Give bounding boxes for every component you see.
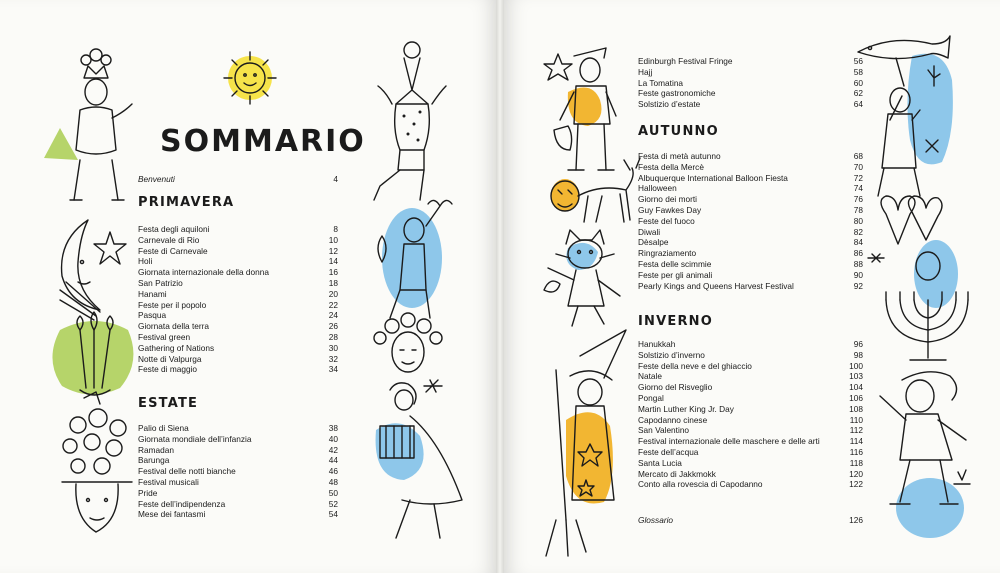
- toc-entry[interactable]: [638, 425, 863, 436]
- toc-entry-label: Holi: [138, 256, 153, 267]
- toc-entry[interactable]: [138, 477, 338, 488]
- toc-entry[interactable]: [138, 321, 338, 332]
- toc-entry-page: 26: [328, 321, 338, 332]
- toc-entry-label: Festa degli aquiloni: [138, 224, 210, 234]
- toc-entry-label: Giornata internazionale della donna: [138, 267, 270, 278]
- toc-entry-page: 68: [853, 151, 863, 161]
- toc-entry-page: 8: [333, 224, 338, 234]
- toc-entry-label: Festival delle notti bianche: [138, 466, 236, 477]
- toc-entry[interactable]: [638, 162, 863, 173]
- toc-entry-page: 104: [849, 382, 863, 393]
- toc-entry-page: 103: [849, 371, 863, 382]
- toc-entry[interactable]: [138, 499, 338, 510]
- toc-entry[interactable]: [638, 479, 863, 490]
- toc-entry[interactable]: [638, 447, 863, 458]
- toc-list-estate-continued: [638, 56, 863, 110]
- toc-entry-label: Edinburgh Festival Fringe: [638, 56, 733, 66]
- toc-entry-label: Ramadan: [138, 444, 174, 455]
- toc-entry-page: 34: [328, 364, 338, 375]
- toc-entry[interactable]: [638, 227, 863, 238]
- toc-entry-page: 98: [853, 349, 863, 360]
- toc-entry-label: Halloween: [638, 183, 677, 194]
- toc-entry-page: 110: [849, 414, 863, 425]
- toc-entry-label: Albuquerque International Balloon Fiesta: [638, 172, 788, 183]
- toc-entry[interactable]: [138, 354, 338, 365]
- toc-entry-page: 84: [853, 237, 863, 248]
- toc-entry-page: 18: [328, 277, 338, 288]
- toc-entry-page: 42: [328, 444, 338, 455]
- toc-entry-page: 44: [328, 455, 338, 466]
- glossary-label: Glossario: [638, 515, 674, 525]
- toc-entry-label: Diwali: [638, 226, 661, 237]
- glossary-page: 126: [849, 515, 863, 525]
- toc-entry-page: 72: [853, 172, 863, 183]
- toc-entry-label: Pearly Kings and Queens Harvest Festival: [638, 280, 794, 291]
- toc-entry-label: Santa Lucia: [638, 457, 682, 468]
- toc-entry-page: 90: [853, 269, 863, 280]
- toc-entry-label: Dèsalpe: [638, 237, 669, 248]
- toc-entry-page: 76: [853, 194, 863, 205]
- toc-list-inverno: [638, 339, 863, 490]
- toc-entry-page: 78: [853, 204, 863, 215]
- toc-entry[interactable]: [138, 364, 338, 375]
- toc-entry-page: 70: [853, 161, 863, 172]
- toc-entry[interactable]: [638, 259, 863, 270]
- toc-entry-label: Feste della neve e del ghiaccio: [638, 360, 752, 371]
- toc-entry-page: 20: [328, 288, 338, 299]
- toc-entry-label: Palio di Siena: [138, 423, 189, 433]
- toc-list-primavera: [138, 224, 338, 375]
- toc-entry[interactable]: [638, 371, 863, 382]
- toc-entry-page: 88: [853, 258, 863, 269]
- toc-entry-page: 24: [328, 310, 338, 321]
- toc-entry-page: 116: [849, 446, 863, 457]
- toc-entry-page: 52: [328, 498, 338, 509]
- toc-entry[interactable]: [638, 205, 863, 216]
- toc-entry[interactable]: [638, 67, 863, 78]
- toc-entry-page: 48: [328, 476, 338, 487]
- toc-entry[interactable]: [138, 332, 338, 343]
- toc-entry[interactable]: [638, 361, 863, 372]
- toc-entry[interactable]: [138, 289, 338, 300]
- toc-entry[interactable]: [138, 267, 338, 278]
- toc-entry[interactable]: [638, 339, 863, 350]
- toc-entry-label: Hanami: [138, 288, 167, 299]
- toc-entry-label: San Valentino: [638, 425, 690, 436]
- toc-entry-page: 86: [853, 248, 863, 259]
- toc-entry[interactable]: [638, 56, 863, 67]
- toc-entry-label: Festival musicali: [138, 476, 199, 487]
- toc-entry[interactable]: [638, 151, 863, 162]
- toc-entry[interactable]: [638, 382, 863, 393]
- toc-entry-page: 50: [328, 487, 338, 498]
- toc-entry-label: Ringraziamento: [638, 248, 697, 259]
- toc-entry[interactable]: [138, 423, 338, 434]
- toc-entry-page: 28: [328, 331, 338, 342]
- page-title: SOMMARIO: [160, 124, 366, 159]
- glossary-entry[interactable]: [638, 515, 863, 526]
- toc-entry-page: 46: [328, 466, 338, 477]
- toc-entry-label: Natale: [638, 371, 662, 382]
- toc-entry[interactable]: [638, 415, 863, 426]
- intro-page: 4: [333, 174, 338, 184]
- toc-entry[interactable]: [138, 235, 338, 246]
- toc-entry[interactable]: [638, 78, 863, 89]
- toc-entry[interactable]: [638, 216, 863, 227]
- toc-entry[interactable]: [638, 88, 863, 99]
- toc-entry-label: Pongal: [638, 392, 664, 403]
- toc-entry-label: La Tomatina: [638, 77, 684, 88]
- toc-entry-page: 60: [853, 77, 863, 88]
- toc-entry-page: 112: [849, 425, 863, 436]
- toc-entry-page: 74: [853, 183, 863, 194]
- toc-entry-label: Giorno dei morti: [638, 194, 698, 205]
- toc-entry-page: 58: [853, 66, 863, 77]
- section-heading-inverno: INVERNO: [638, 314, 713, 329]
- toc-entry-page: 80: [853, 215, 863, 226]
- toc-entry-label: Feste di maggio: [138, 364, 198, 375]
- toc-entry[interactable]: [138, 310, 338, 321]
- toc-entry-label: Festa di metà autunno: [638, 151, 721, 161]
- toc-entry[interactable]: [138, 445, 338, 456]
- toc-entry-page: 118: [849, 457, 863, 468]
- toc-entry-label: Feste di Carnevale: [138, 245, 208, 256]
- toc-entry-label: Conto alla rovescia di Capodanno: [638, 479, 763, 490]
- toc-entry[interactable]: [638, 393, 863, 404]
- toc-list-estate: [138, 423, 338, 520]
- toc-entry-page: 106: [849, 392, 863, 403]
- toc-entry-label: Solstizio d’estate: [638, 99, 701, 110]
- toc-entry[interactable]: [638, 237, 863, 248]
- toc-entry-label: Barunga: [138, 455, 170, 466]
- toc-entry-label: Festival internazionale delle maschere e delle arti: [638, 436, 820, 447]
- toc-entry-label: Carnevale di Rio: [138, 234, 200, 245]
- book-gutter: [496, 0, 504, 573]
- toc-entry-page: 10: [328, 234, 338, 245]
- toc-entry-page: 100: [849, 360, 863, 371]
- toc-entry[interactable]: [638, 458, 863, 469]
- toc-entry-page: 38: [328, 423, 338, 433]
- toc-entry-label: Mercato di Jakkmokk: [638, 468, 716, 479]
- toc-entry-label: Feste dell’indipendenza: [138, 498, 226, 509]
- toc-entry-label: Feste per il popolo: [138, 299, 207, 310]
- toc-entry[interactable]: [138, 434, 338, 445]
- toc-entry[interactable]: [638, 173, 863, 184]
- toc-entry-page: 108: [849, 403, 863, 414]
- toc-entry-label: Guy Fawkes Day: [638, 204, 702, 215]
- toc-entry-page: 120: [849, 468, 863, 479]
- intro-label: Benvenuti: [138, 174, 175, 184]
- toc-entry-label: Gathering of Nations: [138, 342, 215, 353]
- toc-entry-page: 30: [328, 342, 338, 353]
- section-heading-estate: ESTATE: [138, 396, 199, 411]
- toc-entry[interactable]: [638, 248, 863, 259]
- toc-entry-label: San Patrizio: [138, 277, 183, 288]
- toc-entry-label: Pride: [138, 487, 158, 498]
- toc-entry[interactable]: [638, 436, 863, 447]
- toc-entry-label: Giorno del Risveglio: [638, 382, 713, 393]
- toc-entry-label: Martin Luther King Jr. Day: [638, 403, 734, 414]
- toc-entry[interactable]: [138, 466, 338, 477]
- section-heading-primavera: PRIMAVERA: [138, 195, 235, 210]
- toc-entry-label: Pasqua: [138, 310, 167, 321]
- toc-entry[interactable]: [138, 300, 338, 311]
- toc-entry[interactable]: [138, 343, 338, 354]
- toc-entry[interactable]: [138, 278, 338, 289]
- toc-entry-label: Giornata mondiale dell’infanzia: [138, 433, 252, 444]
- toc-entry-page: 82: [853, 226, 863, 237]
- toc-entry[interactable]: [138, 224, 338, 235]
- section-heading-autunno: AUTUNNO: [638, 124, 719, 139]
- toc-entry-page: 114: [849, 436, 863, 447]
- toc-entry-page: 16: [328, 267, 338, 278]
- toc-entry-page: 40: [328, 433, 338, 444]
- toc-entry-label: Giornata della terra: [138, 321, 210, 332]
- toc-entry[interactable]: [138, 246, 338, 257]
- toc-entry-label: Capodanno cinese: [638, 414, 708, 425]
- toc-entry-page: 32: [328, 353, 338, 364]
- toc-entry-page: 92: [853, 280, 863, 291]
- toc-entry-label: Feste del fuoco: [638, 215, 695, 226]
- toc-entry-label: Solstizio d’inverno: [638, 349, 705, 360]
- toc-entry-label: Festa della Mercè: [638, 161, 704, 172]
- toc-entry-page: 96: [853, 339, 863, 349]
- toc-entry-page: 22: [328, 299, 338, 310]
- toc-entry[interactable]: [638, 183, 863, 194]
- toc-entry-label: Feste dell’acqua: [638, 446, 699, 457]
- toc-entry[interactable]: [638, 270, 863, 281]
- toc-entry-page: 122: [849, 479, 863, 490]
- toc-entry-page: 56: [853, 56, 863, 66]
- toc-entry[interactable]: [638, 469, 863, 480]
- toc-list-autunno: [638, 151, 863, 291]
- toc-entry[interactable]: [638, 350, 863, 361]
- toc-entry[interactable]: [638, 404, 863, 415]
- intro-entry[interactable]: [138, 174, 338, 185]
- toc-entry[interactable]: [638, 194, 863, 205]
- toc-entry-label: Feste per gli animali: [638, 269, 713, 280]
- toc-entry-label: Notte di Valpurga: [138, 353, 202, 364]
- toc-entry-page: 62: [853, 88, 863, 99]
- toc-entry[interactable]: [638, 281, 863, 292]
- toc-entry-page: 14: [328, 256, 338, 267]
- toc-entry-label: Festival green: [138, 331, 191, 342]
- toc-entry-label: Feste gastronomiche: [638, 88, 716, 99]
- toc-entry-label: Mese dei fantasmi: [138, 509, 206, 520]
- toc-entry-label: Hanukkah: [638, 339, 676, 349]
- toc-entry-page: 54: [328, 509, 338, 520]
- toc-entry[interactable]: [138, 509, 338, 520]
- toc-entry[interactable]: [138, 488, 338, 499]
- toc-entry[interactable]: [138, 455, 338, 466]
- toc-entry-page: 12: [328, 245, 338, 256]
- toc-entry[interactable]: [138, 256, 338, 267]
- toc-entry-page: 64: [853, 99, 863, 110]
- toc-entry[interactable]: [638, 99, 863, 110]
- toc-entry-label: Festa delle scimmie: [638, 258, 712, 269]
- toc-entry-label: Hajj: [638, 66, 653, 77]
